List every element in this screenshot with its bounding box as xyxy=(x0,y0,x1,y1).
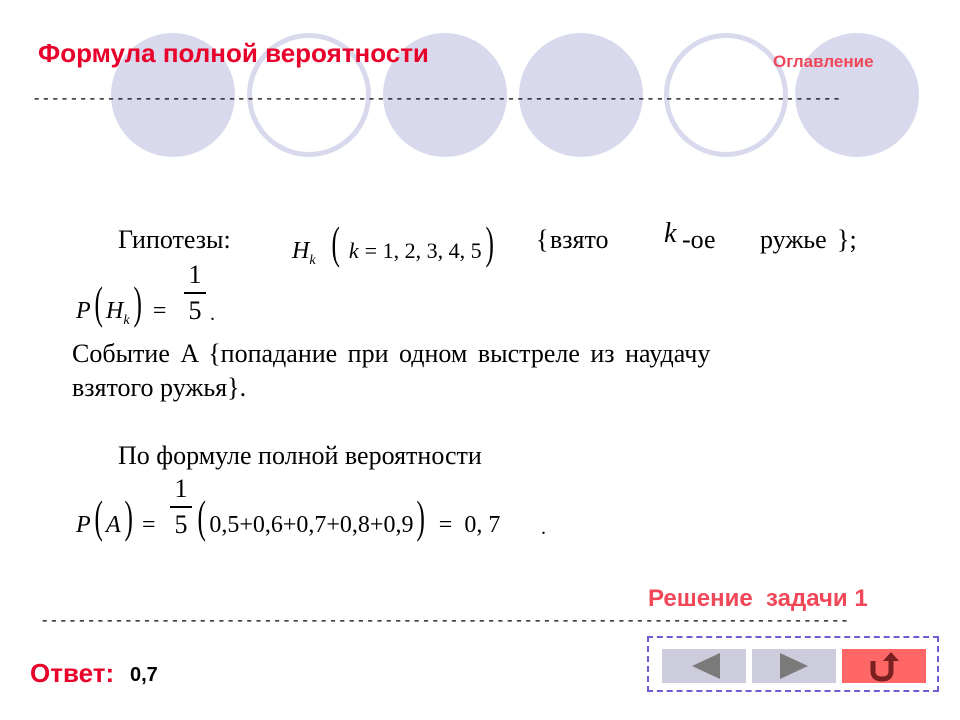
hypothesis-formula xyxy=(292,216,497,268)
formula-fraction xyxy=(170,474,192,540)
prob-bar xyxy=(184,292,206,294)
prob-right-paren: ) xyxy=(133,277,142,328)
u-turn-arrow-icon xyxy=(842,649,926,683)
formula-bar xyxy=(170,506,192,508)
formula-num: 1 xyxy=(174,474,188,503)
brace-word: взято xyxy=(550,225,609,254)
brace-open: { xyxy=(536,225,549,254)
prob-dot: . xyxy=(210,303,215,325)
next-slide-button[interactable] xyxy=(752,649,836,683)
range-values: = 1, 2, 3, 4, 5 xyxy=(364,238,482,263)
formula-eq2: = xyxy=(438,512,453,538)
symbol-h-sub: k xyxy=(309,253,316,268)
formula-result: 0, 7 xyxy=(464,512,501,538)
solution-link[interactable]: Решение задачи 1 xyxy=(648,585,868,612)
prob-h-sub: k xyxy=(123,313,130,328)
hypotheses-label: Гипотезы: xyxy=(118,225,231,254)
page-title: Формула полной вероятности xyxy=(38,38,429,68)
total-prob-formula-left xyxy=(76,490,156,543)
nav-panel xyxy=(647,636,939,692)
left-paren: ( xyxy=(331,217,340,268)
formula-a: A xyxy=(106,512,121,538)
top-divider: --------------------------------------------------------------------------------------- xyxy=(32,90,842,108)
formula-sum: 0,5+0,6+0,7+0,8+0,9 xyxy=(209,512,414,538)
formula-p: P xyxy=(76,512,91,538)
k-suffix: -ое xyxy=(682,225,716,254)
formula-den: 5 xyxy=(174,509,188,539)
total-prob-formula-right xyxy=(194,490,500,543)
event-line-1: Событие A {попадание при одном выстреле из наудачу xyxy=(72,339,711,368)
answer-value: 0,7 xyxy=(130,664,158,686)
brace-close: }; xyxy=(837,225,857,254)
prob-p: P xyxy=(76,298,91,324)
prob-num: 1 xyxy=(188,260,202,289)
triangle-right-icon xyxy=(752,649,836,683)
event-line-2: взятого ружья}. xyxy=(72,373,247,402)
rifle-word: ружье xyxy=(760,225,827,254)
prob-den: 5 xyxy=(188,295,202,325)
k-symbol: k xyxy=(664,218,677,249)
formula-right-paren: ) xyxy=(124,491,133,542)
prob-h: H xyxy=(106,298,124,324)
formula-dot: . xyxy=(541,517,546,539)
formula-intro: По формуле полной вероятности xyxy=(118,441,482,470)
sum-left-paren: ( xyxy=(197,491,206,542)
symbol-h: H xyxy=(292,238,310,264)
answer-label: Ответ: xyxy=(30,658,115,688)
prob-hk-formula xyxy=(76,276,166,329)
formula-eq: = xyxy=(142,512,156,538)
toc-link[interactable]: Оглавление xyxy=(773,52,874,71)
prob-eq: = xyxy=(152,298,167,324)
range-k: k xyxy=(348,238,359,263)
prob-fraction xyxy=(184,260,206,326)
prob-left-paren: ( xyxy=(94,277,103,328)
triangle-left-icon xyxy=(662,649,746,683)
right-paren: ) xyxy=(485,217,494,268)
sum-right-paren: ) xyxy=(416,491,426,542)
formula-left-paren: ( xyxy=(94,491,103,542)
return-button[interactable] xyxy=(842,649,926,683)
bottom-divider: --------------------------------------------------------------------------------------- xyxy=(40,612,850,630)
prev-slide-button[interactable] xyxy=(662,649,746,683)
